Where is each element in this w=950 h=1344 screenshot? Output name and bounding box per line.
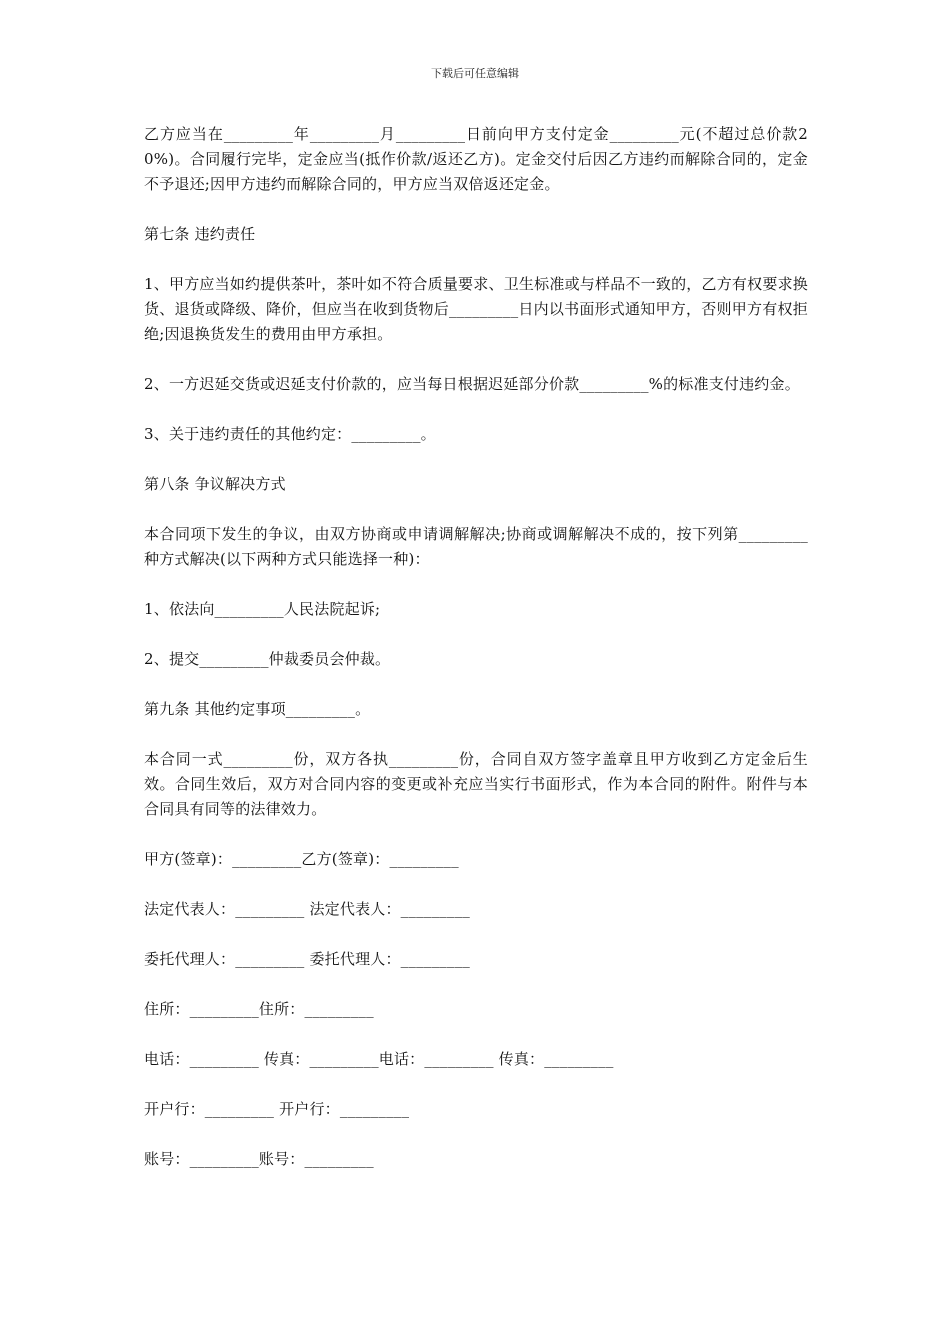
article-7-item-1: 1、甲方应当如约提供茶叶，茶叶如不符合质量要求、卫生标准或与样品不一致的，乙方有权要求换货、退货或降级、降价，但应当在收到货物后_________日内以书面形式通知甲方，否则甲方有权拒绝;因退换货发生的费用由甲方承担。 bbox=[144, 275, 808, 343]
legal-representative-line: 法定代表人：_________ 法定代表人：_________ bbox=[144, 900, 470, 918]
signature-line: 甲方(签章)：_________乙方(签章)：_________ bbox=[144, 850, 459, 868]
copies-clause: 本合同一式_________份，双方各执_________份，合同自双方签字盖章且甲方收到乙方定金后生效。合同生效后，双方对合同内容的变更或补充应当实行书面形式，作为本合同的附件。附件与本合同具有同等的法律效力。 bbox=[144, 750, 808, 818]
address-line: 住所：_________住所：_________ bbox=[144, 1000, 374, 1018]
article-7-item-3: 3、关于违约责任的其他约定：_________。 bbox=[144, 425, 436, 443]
deposit-clause: 乙方应当在_________年_________月_________日前向甲方支付定金_________元(不超过总价款20%)。合同履行完毕，定金应当(抵作价款/返还乙方)。定金交付后因乙方违约而解除合同的，定金不予退还;因甲方违约而解除合同的，甲方应当双倍返还定金。 bbox=[144, 125, 808, 193]
authorized-agent-line: 委托代理人：_________ 委托代理人：_________ bbox=[144, 950, 470, 968]
article-8-option-1: 1、依法向_________人民法院起诉; bbox=[144, 600, 381, 618]
article-7-heading: 第七条 违约责任 bbox=[144, 225, 256, 243]
document-body bbox=[144, 122, 808, 1197]
article-9-heading: 第九条 其他约定事项_________。 bbox=[144, 700, 371, 718]
article-7-item-2: 2、一方迟延交货或迟延支付价款的，应当每日根据迟延部分价款_________%的标准支付违约金。 bbox=[144, 375, 800, 393]
article-8-option-2: 2、提交_________仲裁委员会仲裁。 bbox=[144, 650, 391, 668]
phone-fax-line: 电话：_________ 传真：_________电话：_________ 传真：_________ bbox=[144, 1050, 614, 1068]
article-8-heading: 第八条 争议解决方式 bbox=[144, 475, 286, 493]
header-note: 下载后可任意编辑 bbox=[431, 67, 519, 80]
article-8-body: 本合同项下发生的争议，由双方协商或申请调解解决;协商或调解解决不成的，按下列第_________种方式解决(以下两种方式只能选择一种)： bbox=[144, 525, 808, 568]
account-line: 账号：_________账号：_________ bbox=[144, 1150, 374, 1168]
bank-line: 开户行：_________ 开户行：_________ bbox=[144, 1100, 410, 1118]
